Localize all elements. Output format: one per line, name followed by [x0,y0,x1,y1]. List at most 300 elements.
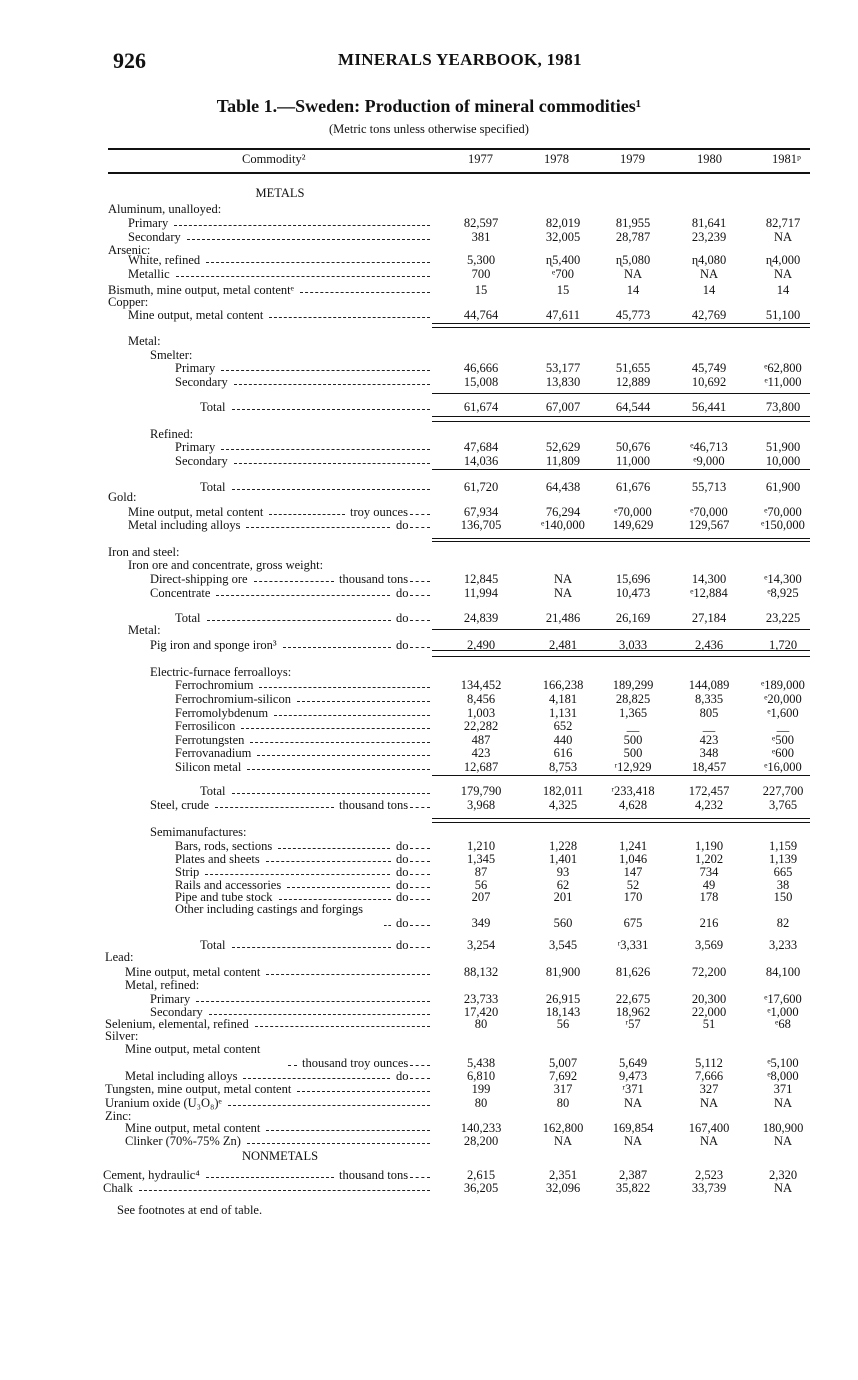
row-label: Mine output, metal content [125,1042,261,1056]
leader-dots [221,440,430,450]
cell-value: NA [553,1134,573,1148]
table-row [0,1149,858,1163]
row-label: Arsenic: [108,243,151,257]
cell-value: 23,239 [691,230,727,244]
row-label: Total [200,938,226,952]
cell-value: 27,184 [691,611,727,625]
leader-dots [410,611,430,621]
cell-value: 18,143 [545,1005,581,1019]
cell-value: 14 [626,283,640,297]
row-label: Rails and accessories [175,878,282,892]
row-label: Silver: [105,1029,139,1043]
cell-value: 51,655 [615,361,651,375]
leader-dots [297,692,430,702]
leader-dots [232,400,430,410]
cell-value: ʳ233,418 [611,784,655,798]
cell-value: 56 [556,1017,570,1031]
cell-value: 150 [773,890,793,904]
table-row [0,1042,858,1056]
cell-value: 26,169 [615,611,651,625]
leader-dots [187,230,430,240]
row-unit: do [396,852,409,866]
cell-value: ʳ3,331 [617,938,649,952]
cell-value: ᵉ20,000 [764,692,802,706]
leader-dots [410,1069,430,1079]
row-label: Electric-furnace ferroalloys: [150,665,292,679]
cell-value: 189,299 [612,678,654,692]
cell-value: 12,889 [615,375,651,389]
cell-value: ᵉ8,925 [767,586,799,600]
row-unit: do [396,839,409,853]
cell-value: 10,000 [765,454,801,468]
cell-value: NA [623,1134,643,1148]
table-row [0,852,858,866]
row-label: Secondary [128,230,181,244]
table-row [0,518,858,532]
cell-value: 423 [471,746,491,760]
table-row [0,665,858,679]
row-label: METALS [255,186,305,200]
cell-value: 227,700 [762,784,804,798]
cell-value: NA [773,1181,793,1195]
row-unit: do [396,638,409,652]
cell-value: ʳ12,929 [614,760,652,774]
cell-value: 33,739 [691,1181,727,1195]
leader-dots [232,480,430,490]
cell-value: 1,241 [618,839,648,853]
cell-value: ᵉ600 [772,746,794,760]
row-unit: do [396,1069,409,1083]
row-label: Metal including alloys [128,518,241,532]
leader-dots [410,572,430,582]
cell-value: 81,626 [615,965,651,979]
cell-value: 84,100 [765,965,801,979]
cell-value: ʳ371 [622,1082,644,1096]
row-label: Total [200,400,226,414]
leader-dots [259,678,430,688]
cell-value: 22,675 [615,992,651,1006]
table-row [0,1029,858,1043]
cell-value: 5,649 [618,1056,648,1070]
cell-value: 61,900 [765,480,801,494]
cell-value: ᵉ150,000 [761,518,805,532]
row-label: Selenium, elemental, refined [105,1017,249,1031]
row-label: Primary [128,216,169,230]
table-row [0,1121,858,1135]
cell-value: 1,401 [548,852,578,866]
row-label: Mine output, metal content [125,1121,261,1135]
leader-dots [232,938,391,948]
leader-dots [410,798,430,808]
cell-value: 3,545 [548,938,578,952]
leader-dots [410,865,430,875]
cell-value: 56,441 [691,400,727,414]
cell-value: 88,132 [463,965,499,979]
cell-value: 1,159 [768,839,798,853]
row-label: Copper: [108,295,149,309]
cell-value: 1,190 [694,839,724,853]
cell-value: __ [702,719,716,733]
row-label: Smelter: [150,348,193,362]
cell-value: 216 [699,916,719,930]
cell-value: 10,473 [615,586,651,600]
table-row [0,490,858,504]
row-unit: do [396,611,409,625]
row-unit: do [396,865,409,879]
cell-value: 2,523 [694,1168,724,1182]
leader-dots [300,283,430,293]
cell-value: NA [699,1096,719,1110]
leader-dots [410,938,430,948]
leader-dots [410,638,430,648]
cell-value: 2,320 [768,1168,798,1182]
row-label: Primary [175,361,216,375]
section-rule [432,629,810,630]
cell-value: 2,351 [548,1168,578,1182]
cell-value: ᵉ9,000 [693,454,725,468]
cell-value: 7,666 [694,1069,724,1083]
cell-value: 18,962 [615,1005,651,1019]
cell-value: 15 [556,283,570,297]
leader-dots [278,839,390,849]
row-label: White, refined [128,253,201,267]
leader-dots [266,1121,430,1131]
cell-value: 28,200 [463,1134,499,1148]
cell-value: 35,822 [615,1181,651,1195]
row-label: Ferrovanadium [175,746,252,760]
cell-value: ᵉ11,000 [764,375,802,389]
leader-dots [205,865,390,875]
table-row [0,950,858,964]
cell-value: 3,765 [768,798,798,812]
cell-value: 8,335 [694,692,724,706]
cell-value: 23,733 [463,992,499,1006]
row-label: Pipe and tube stock [175,890,273,904]
cell-value: 1,720 [768,638,798,652]
cell-value: 28,787 [615,230,651,244]
row-label: Ferromolybdenum [175,706,269,720]
cell-value: 36,205 [463,1181,499,1195]
table-row [0,348,858,362]
leader-dots [410,852,430,862]
table-row [0,440,858,454]
row-label: Secondary [175,375,228,389]
cell-value: 24,839 [463,611,499,625]
row-label: Lead: [105,950,134,964]
cell-value: 82,597 [463,216,499,230]
cell-value: 2,387 [618,1168,648,1182]
table-row [0,692,858,706]
table-row [0,400,858,414]
leader-dots [176,267,430,277]
table-row [0,1096,858,1110]
double-rule [432,822,810,823]
cell-value: 53,177 [545,361,581,375]
cell-value: 6,810 [466,1069,496,1083]
cell-value: __ [776,719,790,733]
cell-value: 49 [702,878,716,892]
cell-value: 1,003 [466,706,496,720]
leader-dots [247,1134,430,1144]
row-unit: do [396,890,409,904]
cell-value: NA [699,267,719,281]
table-row [0,865,858,879]
leader-dots [269,308,430,318]
cell-value: 12,845 [463,572,499,586]
cell-value: 147 [623,865,643,879]
cell-value: 14,036 [463,454,499,468]
cell-value: ᵉ500 [772,733,794,747]
table-row [0,916,858,930]
table-row [0,427,858,441]
column-header-1977: 1977 [468,152,493,166]
table-row [0,678,858,692]
cell-value: 51,900 [765,440,801,454]
table-row [0,978,858,992]
cell-value: 3,033 [618,638,648,652]
cell-value: 1,139 [768,852,798,866]
cell-value: 80 [474,1096,488,1110]
cell-value: 2,490 [466,638,496,652]
cell-value: 5,007 [548,1056,578,1070]
cell-value: 81,955 [615,216,651,230]
table-row [0,558,858,572]
cell-value: 20,300 [691,992,727,1006]
cell-value: NA [773,267,793,281]
cell-value: 87 [474,865,488,879]
table-row [0,1082,858,1096]
table-row [0,186,858,200]
cell-value: 17,420 [463,1005,499,1019]
leader-dots [234,454,430,464]
cell-value: ᵉ189,000 [761,678,805,692]
cell-value: 22,282 [463,719,499,733]
leader-dots [266,852,391,862]
cell-value: 1,345 [466,852,496,866]
cell-value: 9,473 [618,1069,648,1083]
cell-value: NA [623,267,643,281]
cell-value: 2,436 [694,638,724,652]
table-row [0,746,858,760]
cell-value: 349 [471,916,491,930]
cell-value: 80 [556,1096,570,1110]
cell-value: 15 [474,283,488,297]
table-row [0,719,858,733]
cell-value: 327 [699,1082,719,1096]
section-rule [432,538,810,539]
row-label: Tungsten, mine output, metal content [105,1082,292,1096]
cell-value: 3,968 [466,798,496,812]
row-label: Metal: [128,334,161,348]
leader-dots [255,1017,430,1027]
cell-value: 81,641 [691,216,727,230]
header-bottom-rule [108,172,810,174]
column-header-commodity: Commodity² [242,152,306,166]
cell-value: 12,687 [463,760,499,774]
cell-value: 3,233 [768,938,798,952]
table-row [0,623,858,637]
row-label: Secondary [175,454,228,468]
cell-value: ᵉ17,600 [764,992,802,1006]
row-label: Clinker (70%-75% Zn) [125,1134,241,1148]
page-number: 926 [113,48,146,73]
row-label: Metal including alloys [125,1069,238,1083]
cell-value: 616 [553,746,573,760]
row-label: Concentrate [150,586,211,600]
cell-value: 45,773 [615,308,651,322]
leader-dots [410,916,430,926]
leader-dots [410,505,430,515]
cell-value: 51 [702,1017,716,1031]
cell-value: 11,000 [616,454,650,468]
row-label: Chalk [103,1181,133,1195]
table-row [0,308,858,322]
cell-value: 7,692 [548,1069,578,1083]
cell-value: 560 [553,916,573,930]
row-label: Refined: [150,427,194,441]
leader-dots [243,1069,390,1079]
leader-dots [196,992,430,1002]
leader-dots [266,965,430,975]
row-label: Metal, refined: [125,978,200,992]
row-unit: do [396,878,409,892]
cell-value: __ [626,719,640,733]
cell-value: 22,000 [691,1005,727,1019]
cell-value: ᵉ14,300 [764,572,802,586]
cell-value: 129,567 [688,518,730,532]
cell-value: 64,544 [615,400,651,414]
cell-value: ᵉ8,000 [767,1069,799,1083]
row-label: Uranium oxide (U₃O₈)ᵉ [105,1096,222,1110]
leader-dots [207,611,391,621]
row-label: Direct-shipping ore [150,572,248,586]
cell-value: 1,210 [466,839,496,853]
cell-value: 4,628 [618,798,648,812]
cell-value: 2,615 [466,1168,496,1182]
cell-value: 8,456 [466,692,496,706]
subtotal-rule [432,656,810,657]
row-label: Other including castings and forgings [175,902,363,916]
leader-dots [410,518,430,528]
row-label: Iron ore and concentrate, gross weight: [128,558,324,572]
cell-value: 81,900 [545,965,581,979]
column-header-1979: 1979 [620,152,645,166]
table-row [0,992,858,1006]
row-unit: thousand tons [339,572,409,586]
row-label: Total [200,784,226,798]
cell-value: 423 [699,733,719,747]
row-unit: do [396,916,409,930]
table-row [0,361,858,375]
cell-value: 1,046 [618,852,648,866]
row-unit: thousand troy ounces [302,1056,409,1070]
leader-dots [410,586,430,596]
row-unit: do [396,518,409,532]
row-label: Bismuth, mine output, metal contentᵉ [108,283,294,297]
cell-value: 61,676 [615,480,651,494]
section-rule [432,650,810,651]
cell-value: NA [699,1134,719,1148]
row-label: Gold: [108,490,137,504]
table-row [0,1056,858,1070]
table-row [0,1134,858,1148]
cell-value: 182,011 [542,784,584,798]
leader-dots [410,1168,430,1178]
double-rule [432,421,810,422]
cell-value: 14 [702,283,716,297]
cell-value: 8,753 [548,760,578,774]
cell-value: 371 [773,1082,793,1096]
cell-value: 46,666 [463,361,499,375]
row-label: Metallic [128,267,170,281]
section-rule [432,818,810,819]
row-label: Mine output, metal content [128,505,264,519]
table-row [0,545,858,559]
cell-value: 15,008 [463,375,499,389]
table-row [0,733,858,747]
cell-value: 67,934 [463,505,499,519]
cell-value: ᵉ16,000 [764,760,802,774]
cell-value: NA [773,1134,793,1148]
table-row [0,784,858,798]
cell-value: ᵉ70,000 [764,505,802,519]
double-rule [432,327,810,328]
table-row [0,505,858,519]
row-label: Strip [175,865,200,879]
cell-value: 178 [699,890,719,904]
row-label: Bars, rods, sections [175,839,273,853]
subtotal-rule [432,323,810,324]
cell-value: 317 [553,1082,573,1096]
cell-value: 5,112 [695,1056,723,1070]
row-label: Iron and steel: [108,545,180,559]
table-row [0,706,858,720]
table-row [0,230,858,244]
cell-value: 82,717 [765,216,801,230]
leader-dots [274,706,430,716]
cell-value: 134,452 [460,678,502,692]
cell-value: 169,854 [612,1121,654,1135]
cell-value: 179,790 [460,784,502,798]
leader-dots [410,890,430,900]
cell-value: 93 [556,865,570,879]
leader-dots [139,1181,430,1191]
leader-dots [174,216,430,226]
row-label: Primary [175,440,216,454]
row-unit: do [396,938,409,952]
cell-value: 72,200 [691,965,727,979]
cell-value: ɳ5,080 [615,253,651,267]
cell-value: 52,629 [545,440,581,454]
cell-value: 201 [553,890,573,904]
leader-dots [384,916,391,926]
cell-value: NA [553,586,573,600]
leader-dots [410,839,430,849]
cell-value: ɳ4,000 [765,253,801,267]
table-row [0,760,858,774]
cell-value: 47,611 [546,308,580,322]
leader-dots [269,505,345,515]
leader-dots [283,638,391,648]
row-label: Metal: [128,623,161,637]
header-top-rule [108,148,810,150]
running-head: MINERALS YEARBOOK, 1981 [338,50,582,69]
table-row [0,965,858,979]
cell-value: ᵉ140,000 [541,518,585,532]
row-label: Silicon metal [175,760,242,774]
cell-value: 170 [623,890,643,904]
table-row [0,334,858,348]
